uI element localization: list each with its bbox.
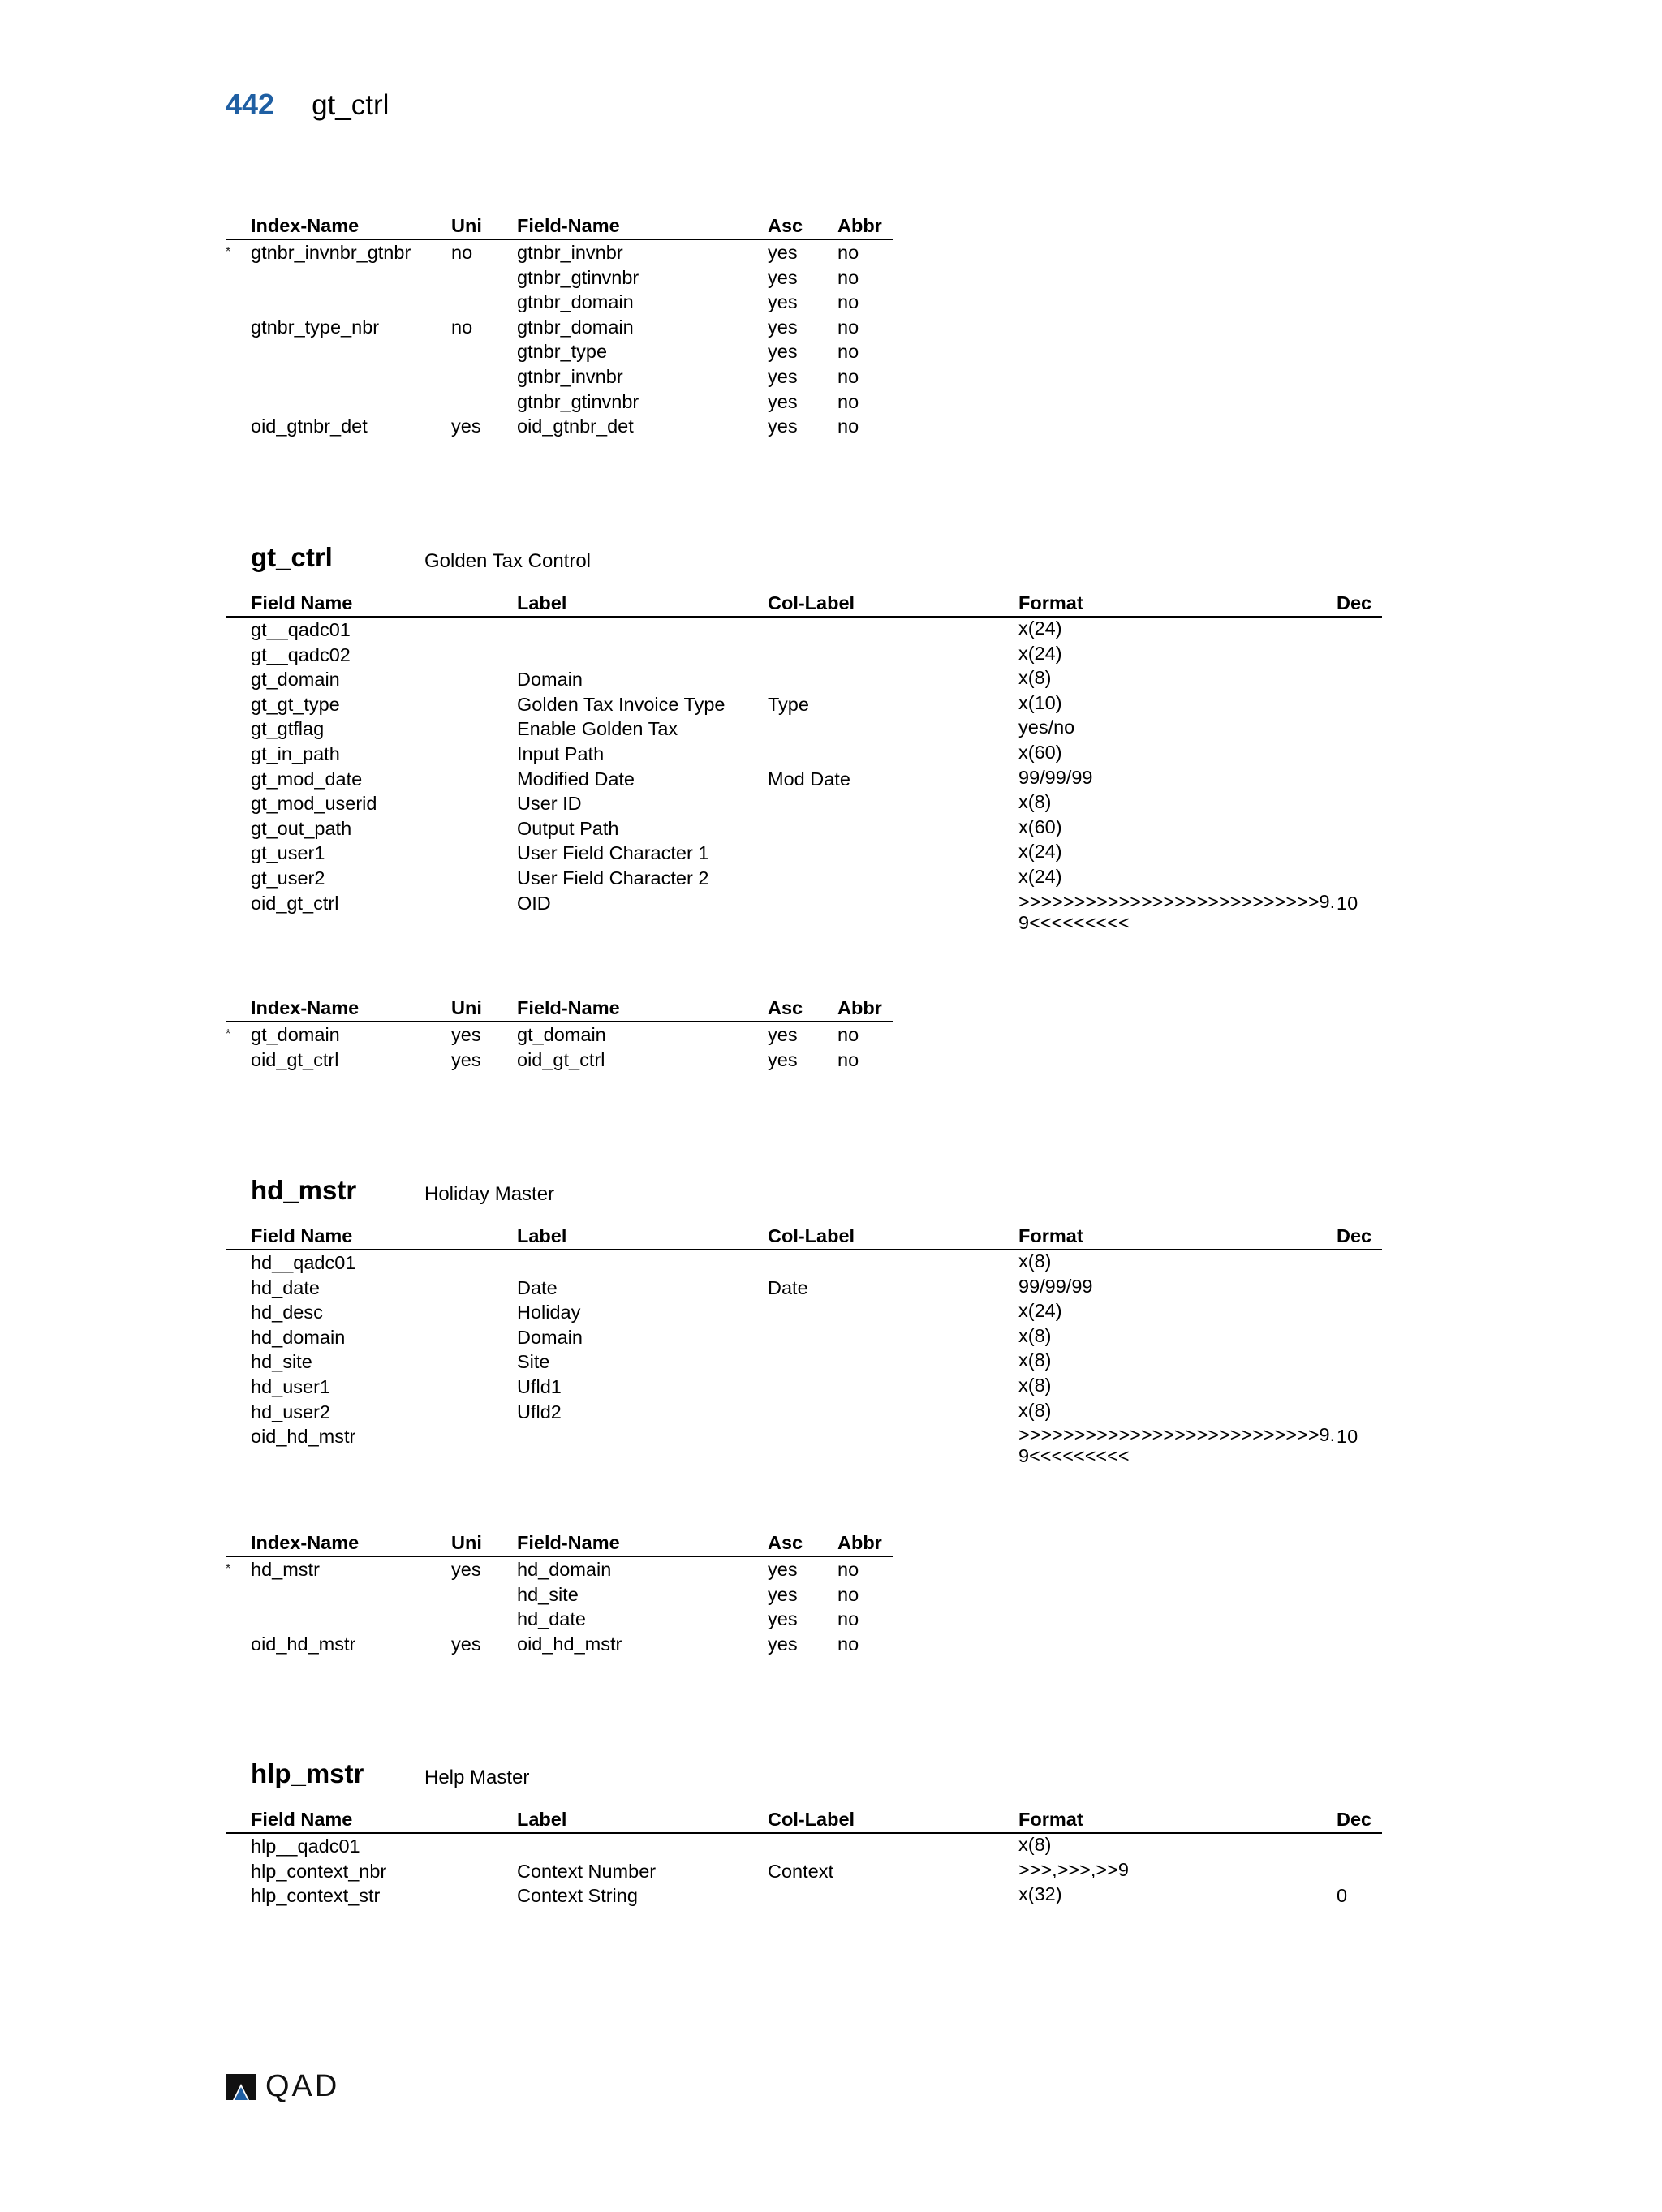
table-row [226,1276,1382,1301]
col-label [768,717,1018,742]
field-name: hd_domain [517,1559,612,1580]
dec-value [1337,1833,1382,1859]
index-table [226,996,893,1072]
dec-value [1337,1375,1382,1400]
field-label [517,643,768,668]
index-table [226,1530,893,1656]
index-name [251,265,451,290]
field-label: User ID [517,793,582,815]
col-header: Format [1018,1807,1337,1833]
table-name: hlp_mstr [251,1758,364,1788]
abbr-value: no [837,1048,859,1070]
format-value: x(24) [1018,642,1062,664]
field-name: gtnbr_domain [517,316,634,338]
col-header: Dec [1337,591,1382,617]
dec-value: 10 [1337,1426,1358,1448]
field-name: hd_site [251,1351,312,1373]
dec-value [1337,1276,1382,1301]
field-name: gtnbr_invnbr [517,365,623,387]
table-row [226,265,893,290]
col-label [768,1833,1018,1859]
asc-value: yes [768,1633,798,1655]
asc-value: yes [768,365,798,387]
page-title: gt_ctrl [312,89,390,121]
table-row [226,1375,1382,1400]
col-label [768,742,1018,767]
table-row [226,1400,1382,1425]
table-row [226,643,1382,668]
field-label [517,617,768,643]
index-name [251,290,451,315]
format-value: yes/no [1018,717,1075,738]
primary-marker: * [226,1027,231,1041]
table-row [226,866,1382,891]
col-label [768,617,1018,643]
col-header: Label [517,1224,768,1250]
uni-value: yes [451,1633,481,1655]
asc-value: yes [768,266,798,288]
col-label [768,1883,1018,1909]
col-header: Abbr [837,213,893,239]
field-label: Domain [517,1326,583,1348]
table-row [226,364,893,389]
uni-value [451,364,517,389]
col-header: Uni [451,1530,517,1556]
dec-value [1337,866,1382,891]
col-label: Date [768,1276,808,1298]
uni-value [451,290,517,315]
col-header: Abbr [837,996,893,1022]
field-name: gtnbr_gtinvnbr [517,266,639,288]
uni-value: yes [451,1559,481,1580]
format-value: x(24) [1018,865,1062,887]
abbr-value: no [837,1633,859,1655]
index-header-row [226,213,893,239]
index-name: hd_mstr [251,1559,320,1580]
table-row [226,791,1382,816]
abbr-value: no [837,266,859,288]
asc-value: yes [768,1559,798,1580]
primary-marker [226,339,251,364]
field-name: gt_domain [251,669,340,691]
uni-value [451,1607,517,1632]
qad-logo-icon [225,2072,257,2102]
field-name: gt_gt_type [251,693,340,715]
table-row [226,1632,893,1657]
col-header: Uni [451,996,517,1022]
col-header: Field Name [251,591,517,617]
format-value: x(8) [1018,1399,1052,1421]
format-value: x(8) [1018,791,1052,813]
asc-value: yes [768,291,798,313]
col-header: Field-Name [517,996,768,1022]
asc-value: yes [768,415,798,437]
col-label: Context [768,1860,833,1882]
uni-value: no [451,242,473,263]
field-name: gtnbr_invnbr [517,242,623,263]
field-header-row [226,1224,1382,1250]
table-row [226,1607,893,1632]
col-header: Col-Label [768,591,1018,617]
table-row [226,742,1382,767]
uni-value: no [451,316,473,338]
field-name: gtnbr_type [517,341,608,363]
field-name: hd_desc [251,1302,323,1323]
table-row [226,290,893,315]
index-name: gtnbr_type_nbr [251,316,380,338]
field-table [226,591,1382,933]
field-name: gt_in_path [251,742,340,764]
col-label [768,791,1018,816]
table-row [226,1048,893,1073]
field-name: hlp_context_str [251,1885,381,1907]
page-header [226,88,389,128]
dec-value [1337,717,1382,742]
dec-value [1337,742,1382,767]
field-name: oid_gt_ctrl [517,1048,605,1070]
dec-value [1337,1250,1382,1276]
format-value: >>>>>>>>>>>>>>>>>>>>>>>>>>>9.9<<<<<<<<< [1018,1424,1336,1467]
asc-value: yes [768,316,798,338]
field-name: gtnbr_gtinvnbr [517,390,639,412]
table-description: Help Master [424,1767,530,1788]
uni-value [451,1582,517,1607]
col-label: Type [768,693,809,715]
table-row [226,1859,1382,1884]
abbr-value: no [837,390,859,412]
col-header: Col-Label [768,1807,1018,1833]
table-row [226,767,1382,792]
table-row [226,1582,893,1607]
col-label [768,1250,1018,1276]
index-name [251,1582,451,1607]
col-label [768,1325,1018,1350]
table-row [226,891,1382,933]
index-name: oid_hd_mstr [251,1633,356,1655]
table-description: Holiday Master [424,1183,555,1205]
table-row [226,389,893,415]
primary-marker [226,265,251,290]
uni-value: yes [451,1048,481,1070]
field-name: gt_user2 [251,867,325,889]
uni-value [451,389,517,415]
format-value: x(32) [1018,1883,1062,1905]
format-value: x(8) [1018,1374,1052,1396]
abbr-value: no [837,1583,859,1605]
asc-value: yes [768,1608,798,1630]
field-label [517,1833,768,1859]
field-label: Site [517,1351,550,1373]
index-section-gt-ctrl [226,996,893,1072]
field-label: Input Path [517,742,605,764]
dec-value [1337,692,1382,717]
primary-marker [226,1048,251,1073]
uni-value: yes [451,415,481,437]
index-name [251,364,451,389]
index-name: gtnbr_invnbr_gtnbr [251,242,411,263]
col-header: Field Name [251,1224,517,1250]
col-label: Mod Date [768,768,850,790]
field-name: hlp__qadc01 [251,1835,360,1857]
field-name: hd_user1 [251,1375,330,1397]
table-row [226,339,893,364]
field-label: Ufld2 [517,1401,562,1422]
field-name: hd_date [517,1608,586,1630]
dec-value: 0 [1337,1885,1348,1907]
col-header: Asc [768,996,837,1022]
field-label [517,1250,768,1276]
field-name: hd__qadc01 [251,1252,356,1273]
table-section-hd-mstr [226,1175,1382,1466]
col-header: Field-Name [517,213,768,239]
dec-value [1337,791,1382,816]
field-label: Ufld1 [517,1375,562,1397]
col-label [768,1300,1018,1325]
field-name: oid_gtnbr_det [517,415,634,437]
col-label [768,841,1018,866]
index-table [226,213,893,439]
dec-value [1337,1325,1382,1350]
logo-text: QAD [265,2069,340,2103]
field-name: gt_domain [517,1024,606,1045]
abbr-value: no [837,415,859,437]
asc-value: yes [768,390,798,412]
format-value: x(8) [1018,1250,1052,1272]
table-row [226,1300,1382,1325]
page-number: 442 [226,88,275,121]
index-header-row [226,996,893,1022]
col-header: Field Name [251,1807,517,1833]
table-row [226,1325,1382,1350]
table-row [226,1833,1382,1859]
field-name: gt_out_path [251,817,352,839]
format-value: x(8) [1018,1349,1052,1371]
primary-marker [226,364,251,389]
primary-marker [226,290,251,315]
field-header-row [226,1807,1382,1833]
dec-value [1337,667,1382,692]
table-name: hd_mstr [251,1175,357,1205]
col-header: Index-Name [251,213,451,239]
table-row [226,841,1382,866]
asc-value: yes [768,1048,798,1070]
field-name: gt__qadc02 [251,643,351,665]
field-name: hlp_context_nbr [251,1860,387,1882]
col-label [768,1349,1018,1375]
dec-value [1337,643,1382,668]
col-header: Index-Name [251,996,451,1022]
col-header: Asc [768,1530,837,1556]
table-row [226,1250,1382,1276]
col-label [768,1424,1018,1466]
field-name: oid_hd_mstr [517,1633,622,1655]
field-name: hd_site [517,1583,579,1605]
col-label [768,816,1018,841]
col-header: Label [517,1807,768,1833]
dec-value: 10 [1337,892,1358,914]
table-row [226,692,1382,717]
format-value: x(60) [1018,816,1062,837]
uni-value: yes [451,1024,481,1045]
index-name [251,1607,451,1632]
field-label: Modified Date [517,768,635,790]
asc-value: yes [768,341,798,363]
dec-value [1337,1300,1382,1325]
abbr-value: no [837,341,859,363]
dec-value [1337,1400,1382,1425]
index-name: oid_gtnbr_det [251,415,368,437]
format-value: >>>>>>>>>>>>>>>>>>>>>>>>>>>9.9<<<<<<<<< [1018,890,1336,933]
dec-value [1337,1349,1382,1375]
col-header: Dec [1337,1807,1382,1833]
field-name: oid_hd_mstr [251,1426,356,1448]
abbr-value: no [837,242,859,263]
table-row [226,1349,1382,1375]
format-value: >>>,>>>,>>9 [1018,1858,1129,1880]
table-row [226,414,893,439]
field-label: Golden Tax Invoice Type [517,693,726,715]
dec-value [1337,1859,1382,1884]
format-value: x(24) [1018,618,1062,639]
primary-marker: * [226,1562,231,1576]
field-table [226,1807,1382,1909]
field-label: Output Path [517,817,619,839]
dec-value [1337,767,1382,792]
index-name [251,389,451,415]
abbr-value: no [837,1608,859,1630]
table-row [226,1556,893,1582]
table-row [226,1424,1382,1466]
field-name: gtnbr_domain [517,291,634,313]
table-name: gt_ctrl [251,542,333,572]
table-row [226,1883,1382,1909]
field-label: OID [517,892,551,914]
primary-marker [226,414,251,439]
abbr-value: no [837,365,859,387]
dec-value [1337,841,1382,866]
col-header: Asc [768,213,837,239]
dec-value [1337,617,1382,643]
table-section-gt-ctrl [226,542,1382,933]
abbr-value: no [837,1559,859,1580]
index-name: oid_gt_ctrl [251,1048,339,1070]
field-table [226,1224,1382,1466]
field-name: oid_gt_ctrl [251,892,339,914]
format-value: x(60) [1018,741,1062,763]
format-value: 99/99/99 [1018,766,1093,788]
index-section-hd-mstr [226,1530,893,1656]
asc-value: yes [768,1583,798,1605]
col-label [768,866,1018,891]
table-section-hlp-mstr [226,1758,1382,1909]
index-name [251,339,451,364]
format-value: 99/99/99 [1018,1275,1093,1297]
field-label: Context Number [517,1860,657,1882]
field-name: gt__qadc01 [251,619,351,640]
col-label [768,643,1018,668]
field-name: hd_user2 [251,1401,330,1422]
col-header: Format [1018,1224,1337,1250]
table-description: Golden Tax Control [424,550,592,572]
format-value: x(8) [1018,1324,1052,1346]
uni-value [451,265,517,290]
field-label: Holiday [517,1302,581,1323]
table-row [226,239,893,265]
qad-logo [225,2069,339,2104]
field-name: gt_mod_date [251,768,363,790]
field-name: hd_domain [251,1326,346,1348]
table-row [226,717,1382,742]
table-row [226,667,1382,692]
field-label: User Field Character 1 [517,842,709,864]
abbr-value: no [837,1024,859,1045]
abbr-value: no [837,291,859,313]
asc-value: yes [768,1024,798,1045]
primary-marker [226,389,251,415]
asc-value: yes [768,242,798,263]
primary-marker [226,1582,251,1607]
format-value: x(8) [1018,1834,1052,1855]
index-header-row [226,1530,893,1556]
field-label [517,1424,768,1466]
col-header: Abbr [837,1530,893,1556]
field-name: hd_date [251,1276,320,1298]
primary-marker: * [226,245,231,259]
table-row [226,617,1382,643]
primary-marker [226,315,251,340]
format-value: x(24) [1018,1300,1062,1322]
format-value: x(10) [1018,691,1062,713]
col-header: Uni [451,213,517,239]
col-header: Col-Label [768,1224,1018,1250]
index-name: gt_domain [251,1024,340,1045]
index-section-gtnbr [226,213,893,439]
col-header: Field-Name [517,1530,768,1556]
field-label: User Field Character 2 [517,867,709,889]
abbr-value: no [837,316,859,338]
col-label [768,891,1018,933]
col-header: Format [1018,591,1337,617]
field-label: Context String [517,1885,638,1907]
field-label: Enable Golden Tax [517,718,678,740]
primary-marker [226,1607,251,1632]
format-value: x(24) [1018,841,1062,863]
col-label [768,667,1018,692]
field-label: Date [517,1276,558,1298]
uni-value [451,339,517,364]
field-name: gt_mod_userid [251,793,377,815]
field-header-row [226,591,1382,617]
table-row [226,315,893,340]
table-row [226,816,1382,841]
format-value: x(8) [1018,667,1052,689]
table-row [226,1022,893,1048]
field-label: Domain [517,669,583,691]
col-header: Dec [1337,1224,1382,1250]
col-header: Index-Name [251,1530,451,1556]
col-header: Label [517,591,768,617]
field-name: gt_gtflag [251,718,325,740]
col-label [768,1375,1018,1400]
dec-value [1337,816,1382,841]
col-label [768,1400,1018,1425]
field-name: gt_user1 [251,842,325,864]
primary-marker [226,1632,251,1657]
